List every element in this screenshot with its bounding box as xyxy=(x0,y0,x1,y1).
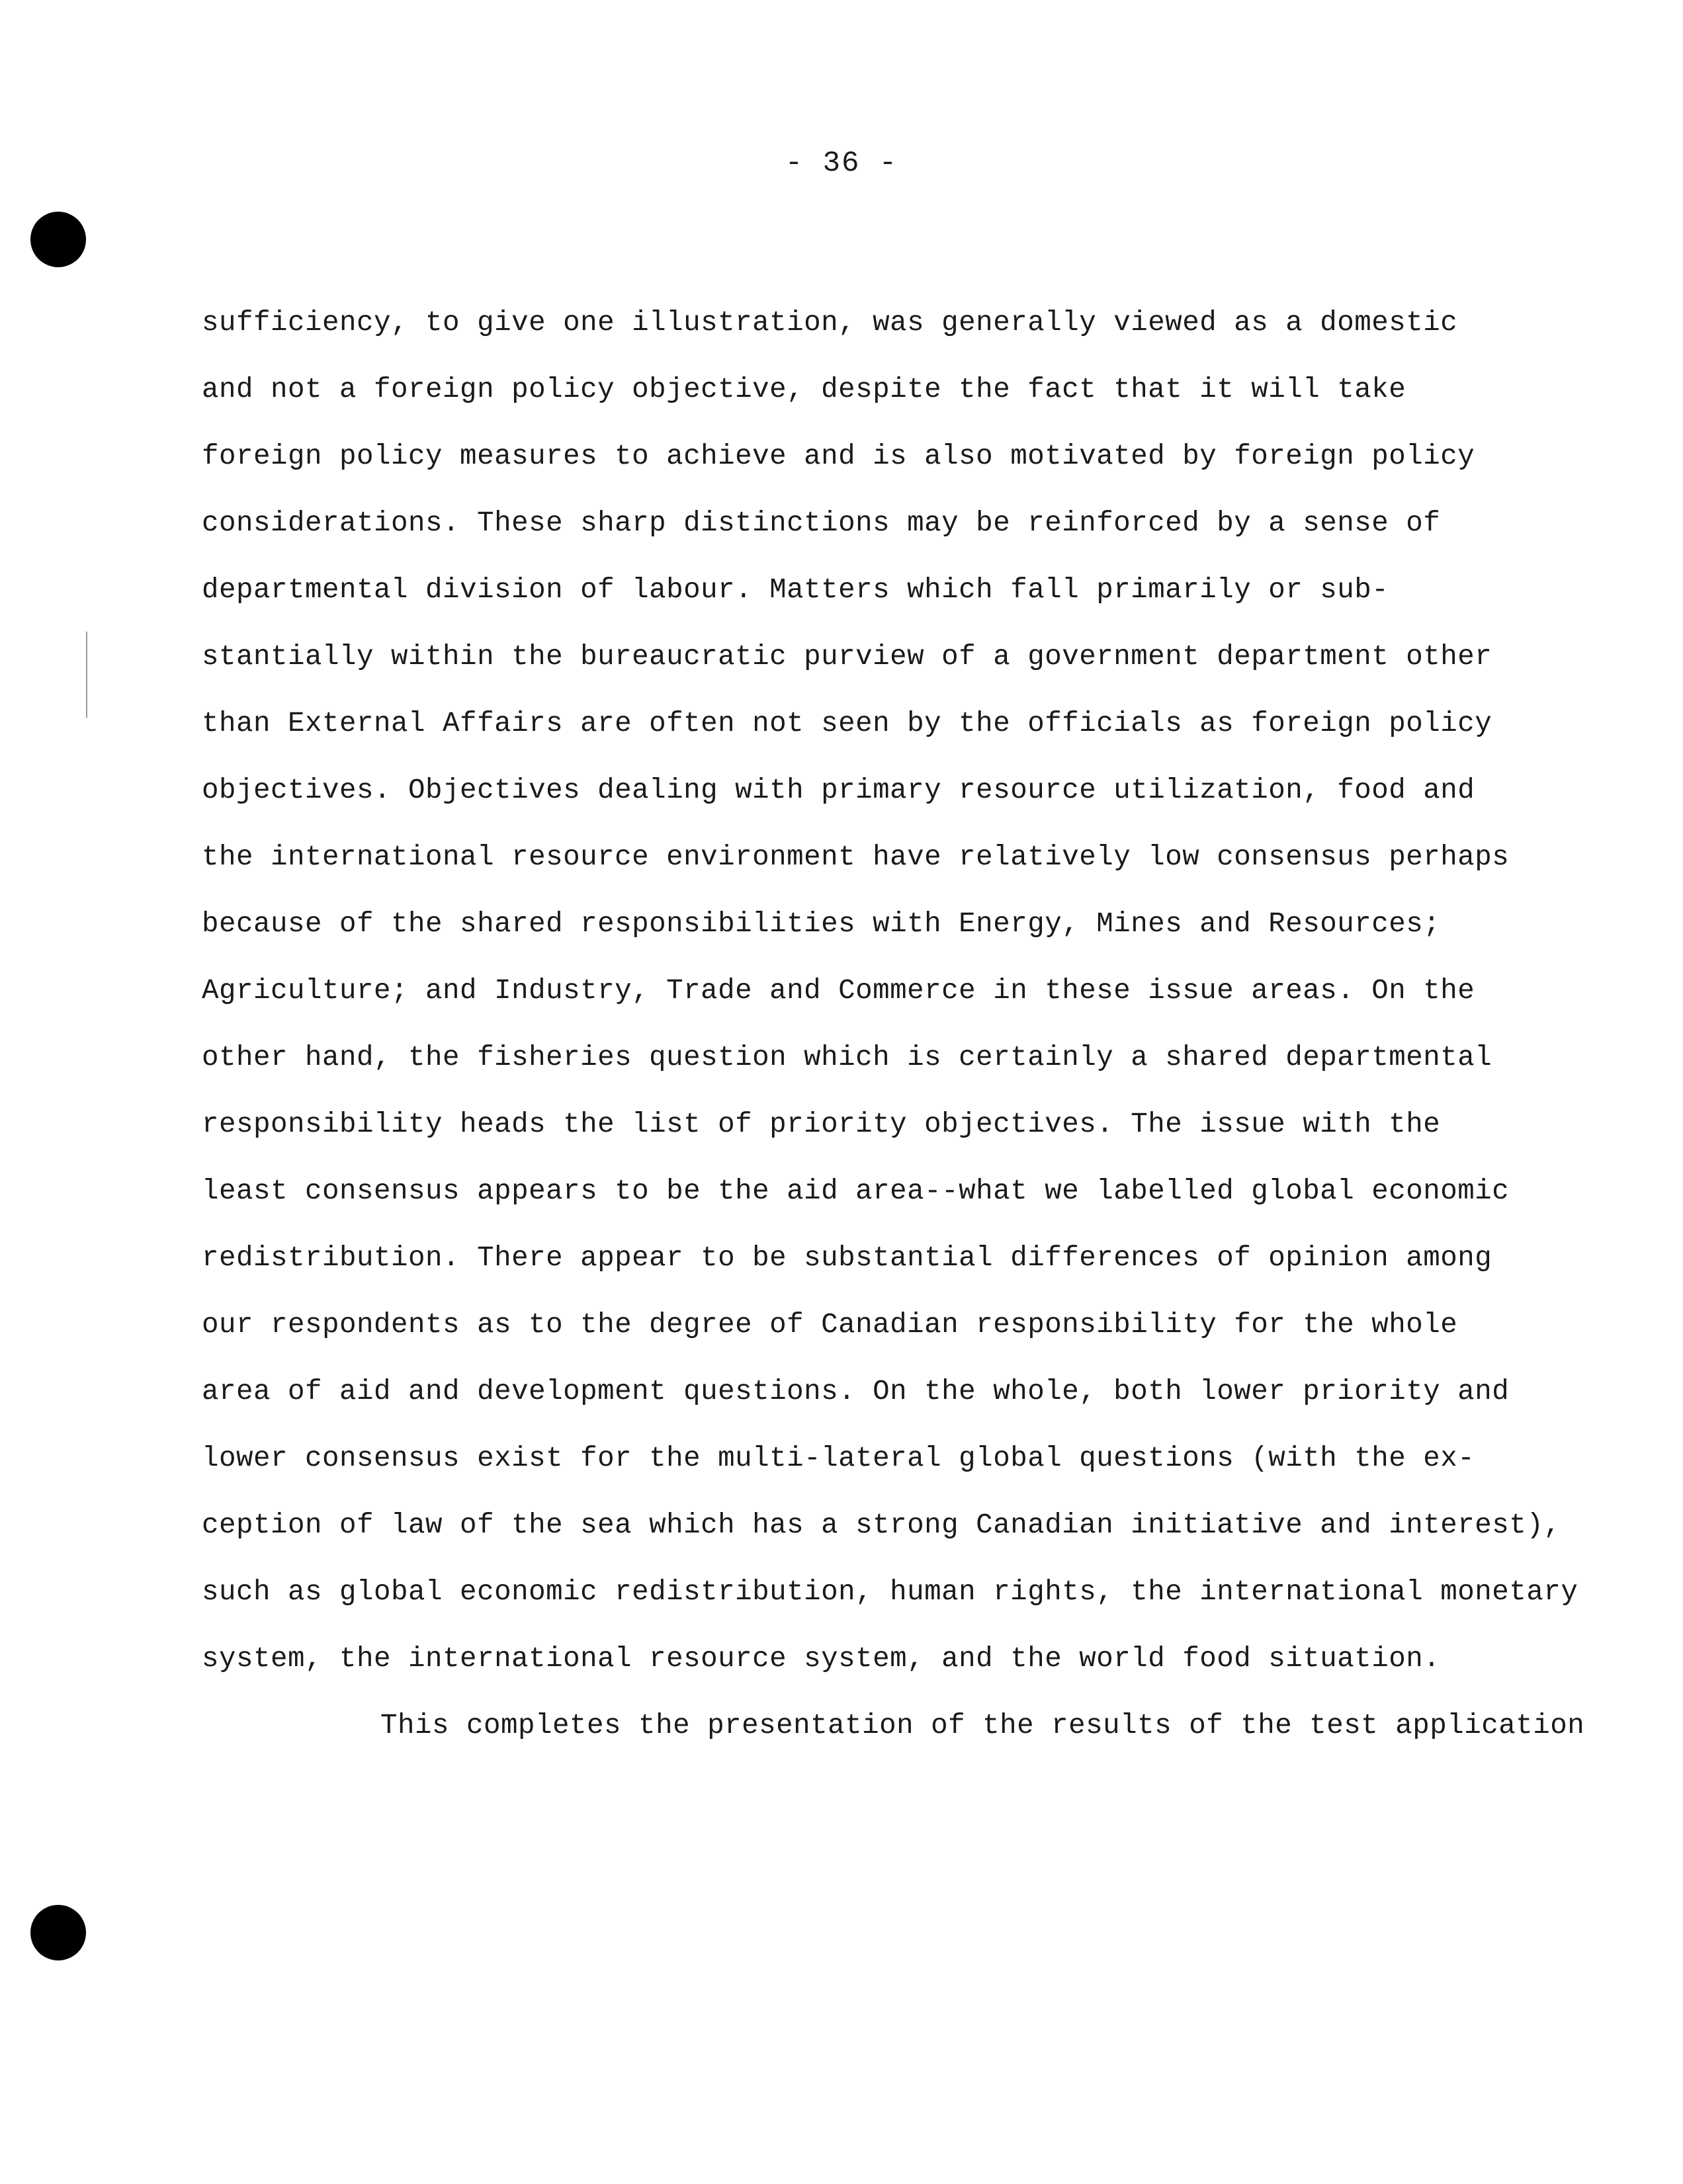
text-line: objectives. Objectives dealing with primary resource utilization, food and xyxy=(202,775,1475,806)
margin-mark xyxy=(86,632,87,718)
text-line: the international resource environment have relatively low consensus perhaps xyxy=(202,841,1510,873)
text-line-paragraph-start: This completes the presentation of the results of the test application xyxy=(380,1710,1585,1742)
punch-hole-bottom xyxy=(30,1905,86,1960)
text-line: considerations. These sharp distinctions may be reinforced by a sense of xyxy=(202,507,1441,539)
text-line: foreign policy measures to achieve and is also motivated by foreign policy xyxy=(202,441,1475,472)
text-line: because of the shared responsibilities with Energy, Mines and Resources; xyxy=(202,908,1441,940)
body-text xyxy=(202,290,1585,1759)
text-line: than External Affairs are often not seen by the officials as foreign policy xyxy=(202,708,1492,739)
text-line: least consensus appears to be the aid area--what we labelled global economic xyxy=(202,1175,1510,1207)
text-line: responsibility heads the list of priority objectives. The issue with the xyxy=(202,1109,1441,1140)
text-line: Agriculture; and Industry, Trade and Commerce in these issue areas. On the xyxy=(202,975,1475,1007)
text-line: departmental division of labour. Matters which fall primarily or sub- xyxy=(202,574,1389,606)
text-line: ception of law of the sea which has a strong Canadian initiative and interest), xyxy=(202,1509,1561,1541)
text-line: our respondents as to the degree of Canadian responsibility for the whole xyxy=(202,1309,1458,1341)
punch-hole-top xyxy=(30,212,86,267)
text-line: such as global economic redistribution, human rights, the international monetary xyxy=(202,1576,1578,1608)
text-line: system, the international resource system, and the world food situation. xyxy=(202,1643,1441,1675)
text-line: sufficiency, to give one illustration, was generally viewed as a domestic xyxy=(202,307,1458,339)
text-line: redistribution. There appear to be substantial differences of opinion among xyxy=(202,1242,1492,1274)
text-line: and not a foreign policy objective, despite the fact that it will take xyxy=(202,374,1406,405)
text-line: other hand, the fisheries question which is certainly a shared departmental xyxy=(202,1042,1492,1073)
page-number: - 36 - xyxy=(785,147,898,180)
text-line: stantially within the bureaucratic purview of a government department other xyxy=(202,641,1492,673)
text-line: lower consensus exist for the multi-lateral global questions (with the ex- xyxy=(202,1443,1475,1474)
text-line: area of aid and development questions. On the whole, both lower priority and xyxy=(202,1376,1510,1407)
